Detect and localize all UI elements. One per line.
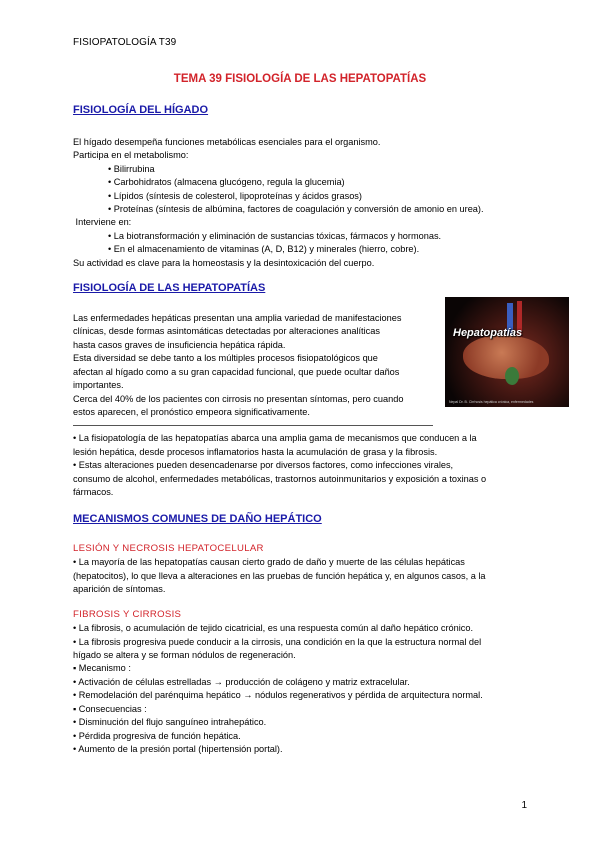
text-line: estos aparecen, el pronóstico empeora significativamente. xyxy=(73,407,310,417)
text-line: importantes. xyxy=(73,380,124,390)
liver-illustration xyxy=(445,297,569,407)
text-line: • La fibrosis, o acumulación de tejido cicatricial, es una respuesta común al daño hepático crónico. xyxy=(73,623,474,633)
list-item: • En el almacenamiento de vitaminas (A, D, B12) y minerales (hierro, cobre). xyxy=(108,244,420,254)
list-item: • Proteínas (síntesis de albúmina, factores de coagulación y conversión de amonio en urea). xyxy=(108,204,484,214)
text-line: ▪ Mecanismo : xyxy=(73,663,131,673)
text-line: El hígado desempeña funciones metabólicas esenciales para el organismo. xyxy=(73,137,381,147)
image-caption: Hepatopatías xyxy=(453,327,523,339)
subheading-lesion: LESIÓN Y NECROSIS HEPATOCELULAR xyxy=(73,543,264,554)
list-item: • Carbohidratos (almacena glucógeno, regula la glucemia) xyxy=(108,177,345,187)
text-line: clínicas, desde formas asintomáticas detectadas por alteraciones analíticas xyxy=(73,326,380,336)
page-number: 1 xyxy=(521,800,527,811)
text-line: consumo de alcohol, enfermedades metabólicas, trastornos autoinmunitarios y exposición a toxinas o xyxy=(73,474,487,484)
list-item: • Lípidos (síntesis de colesterol, lipoproteínas y ácidos grasos) xyxy=(108,191,362,201)
text-line: hasta casos graves de insuficiencia hepática rápida. xyxy=(73,340,286,350)
divider xyxy=(73,425,433,426)
text-line: • La fisiopatología de las hepatopatías abarca una amplia gama de mecanismos que conducen a la xyxy=(73,433,477,443)
text-line: (hepatocitos), lo que lleva a alteraciones en las pruebas de función hepática y, en algunos casos, a la xyxy=(73,571,486,581)
text-line: • Estas alteraciones pueden desencadenarse por diversos factores, como infecciones virales, xyxy=(73,460,454,470)
list-item: • La biotransformación y eliminación de sustancias tóxicas, fármacos y hormonas. xyxy=(108,231,442,241)
text-line: fármacos. xyxy=(73,487,114,497)
gallbladder-shape xyxy=(505,367,519,385)
text-line: • Remodelación del parénquima hepático → nódulos regenerativos y pérdida de arquitectura normal. xyxy=(73,690,483,700)
text-line: aparición de síntomas. xyxy=(73,584,166,594)
text-line: afectan al hígado como a su gran capacidad funcional, que puede ocultar daños xyxy=(73,367,400,377)
image-credit: Nepal Dr. B. Cirrhosis hepática crónica, enfermedades xyxy=(449,400,534,404)
text-line: • Aumento de la presión portal (hipertensión portal). xyxy=(73,744,283,754)
text-line: • Activación de células estrelladas → producción de colágeno y matriz extracelular. xyxy=(73,677,410,687)
text-line: • La fibrosis progresiva puede conducir a la cirrosis, una condición en la que la estructura normal del xyxy=(73,637,482,647)
text-line: lesión hepática, desde procesos inflamatorios hasta la acumulación de grasa y la fibrosis. xyxy=(73,447,438,457)
text-line: Interviene en: xyxy=(73,217,132,227)
document-title: TEMA 39 FISIOLOGÍA DE LAS HEPATOPATÍAS xyxy=(173,73,427,85)
section-heading-fisiologia-hepatopatias: FISIOLOGÍA DE LAS HEPATOPATÍAS xyxy=(73,282,266,294)
text-line: hígado se altera y se forman nódulos de regeneración. xyxy=(73,650,296,660)
text-line: Esta diversidad se debe tanto a los múltiples procesos fisiopatológicos que xyxy=(73,353,378,363)
text-line: • Pérdida progresiva de función hepática. xyxy=(73,731,241,741)
text-line: Las enfermedades hepáticas presentan una amplia variedad de manifestaciones xyxy=(73,313,402,323)
text-line: Cerca del 40% de los pacientes con cirrosis no presentan síntomas, pero cuando xyxy=(73,394,404,404)
section-heading-mecanismos: MECANISMOS COMUNES DE DAÑO HEPÁTICO xyxy=(73,513,322,525)
subheading-fibrosis: FIBROSIS Y CIRROSIS xyxy=(73,609,182,620)
list-item: • Bilirrubina xyxy=(108,164,155,174)
text-line: • Disminución del flujo sanguíneo intrahepático. xyxy=(73,717,267,727)
page-header: FISIOPATOLOGÍA T39 xyxy=(73,37,177,48)
text-line: ▪ Consecuencias : xyxy=(73,704,147,714)
text-line: Su actividad es clave para la homeostasis y la desintoxicación del cuerpo. xyxy=(73,258,375,268)
text-line: Participa en el metabolismo: xyxy=(73,150,189,160)
text-line: • La mayoría de las hepatopatías causan cierto grado de daño y muerte de las células hepáticas xyxy=(73,557,465,567)
section-heading-fisiologia-higado: FISIOLOGÍA DEL HÍGADO xyxy=(73,104,209,116)
